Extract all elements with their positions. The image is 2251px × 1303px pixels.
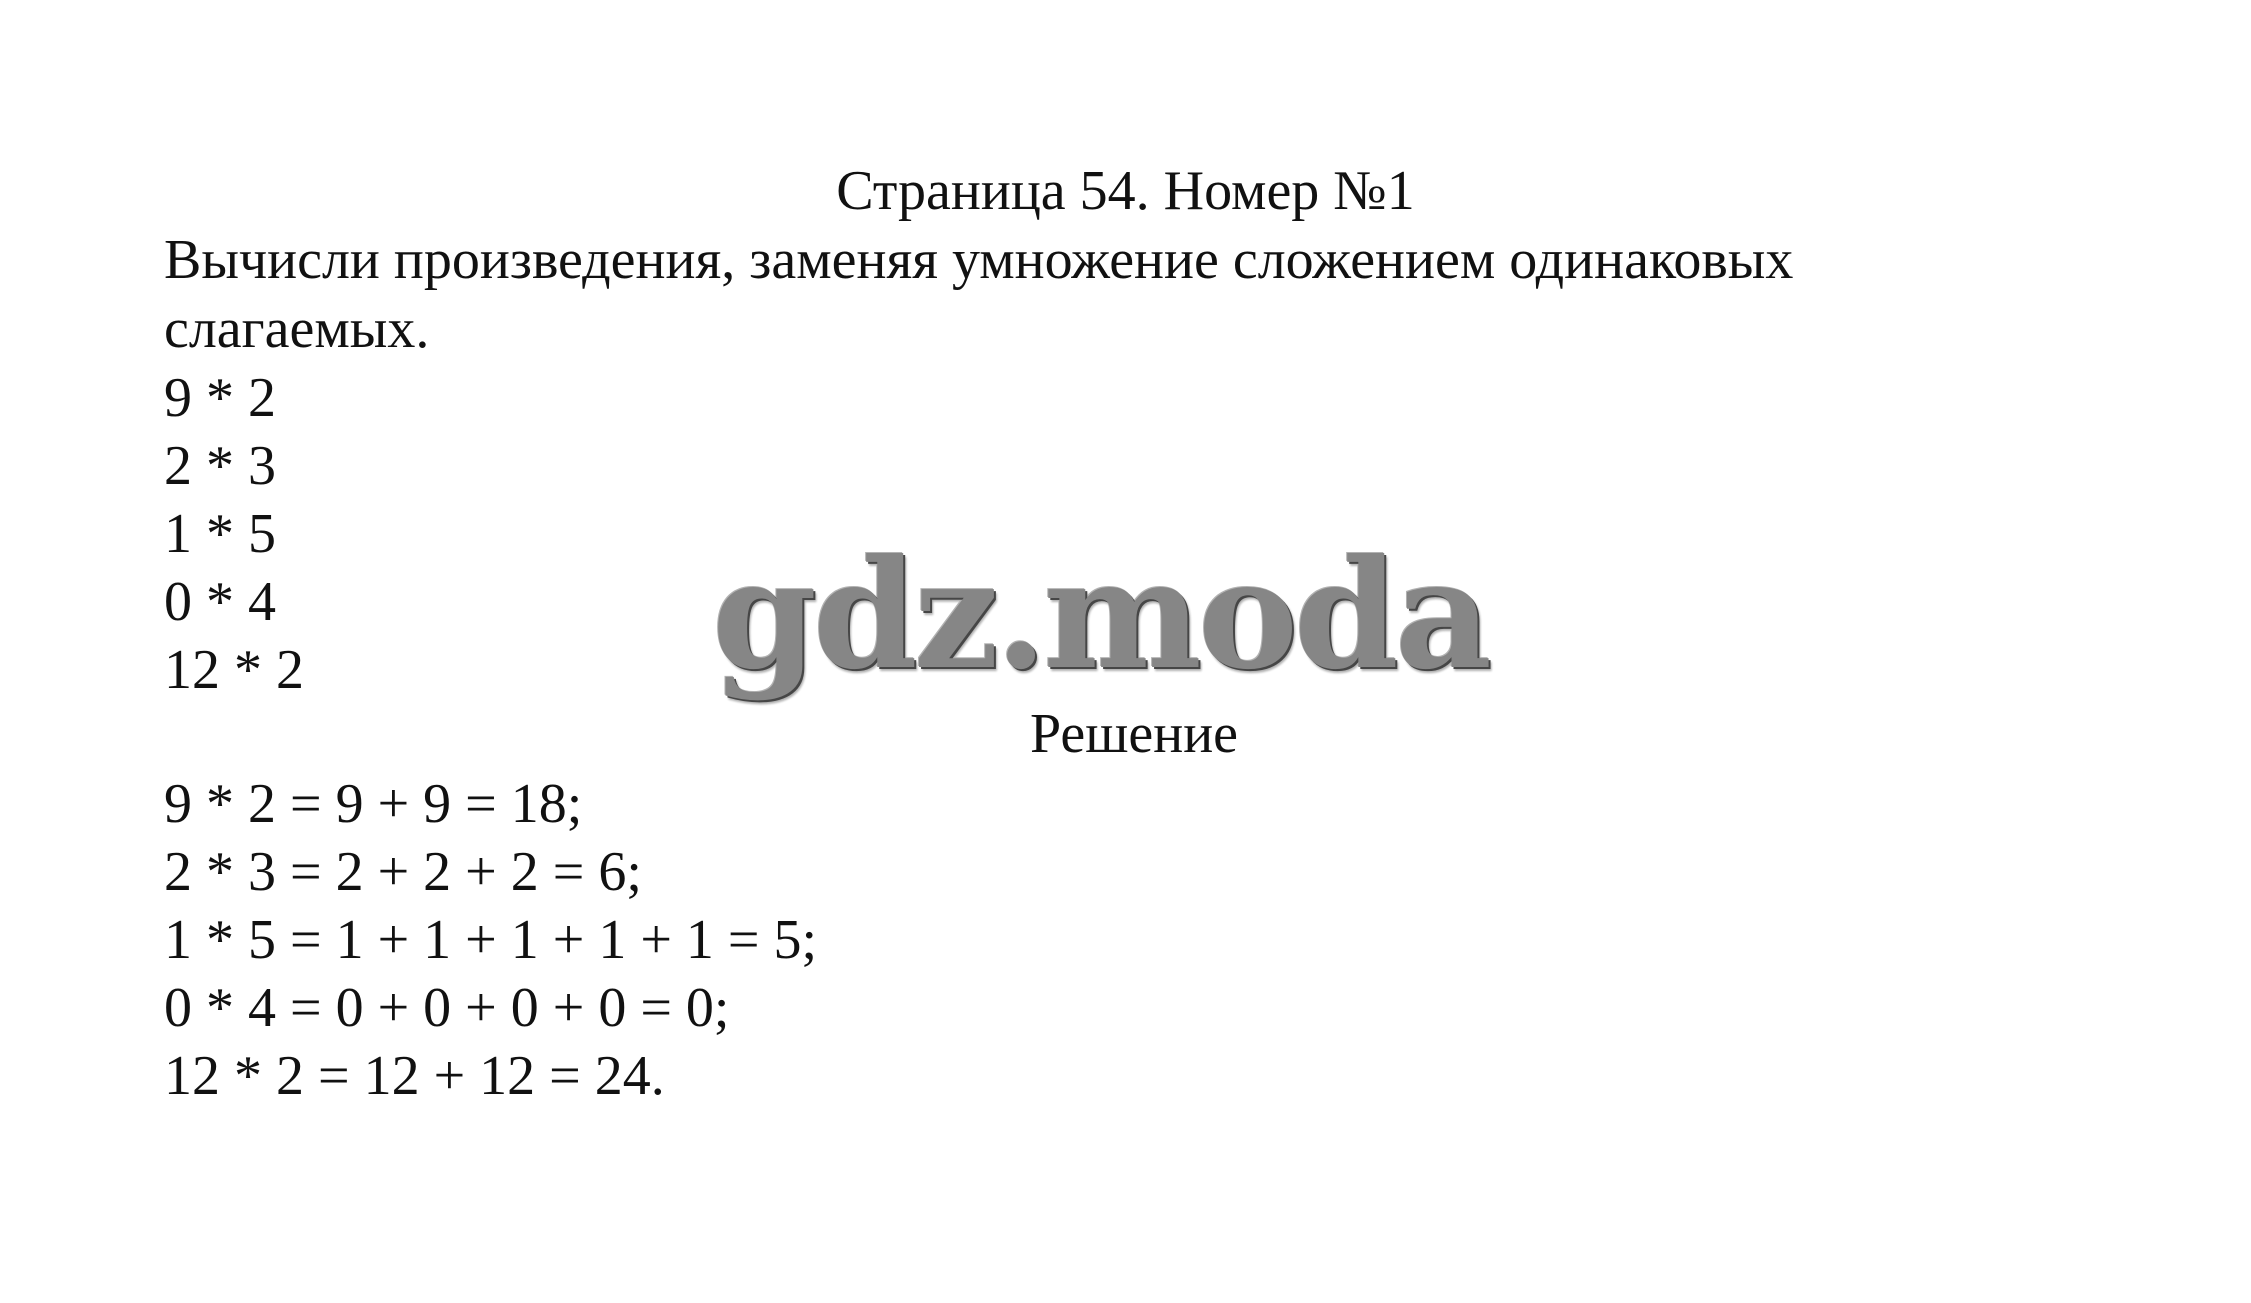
solution-line: 12 * 2 = 12 + 12 = 24.: [164, 1045, 665, 1107]
task-expression: 0 * 4: [164, 571, 276, 633]
instruction-text-line-2: слагаемых.: [164, 298, 430, 360]
solution-line: 9 * 2 = 9 + 9 = 18;: [164, 773, 583, 835]
task-expression: 9 * 2: [164, 367, 276, 429]
solution-heading: Решение: [1030, 703, 1239, 765]
page-title: Страница 54. Номер №1: [836, 160, 1415, 222]
watermark-logo: gdz.moda: [712, 527, 1489, 703]
solution-line: 2 * 3 = 2 + 2 + 2 = 6;: [164, 841, 642, 903]
solution-line: 0 * 4 = 0 + 0 + 0 + 0 = 0;: [164, 977, 730, 1039]
task-expression: 12 * 2: [164, 639, 304, 701]
task-expression: 1 * 5: [164, 503, 276, 565]
task-expression: 2 * 3: [164, 435, 276, 497]
solution-line: 1 * 5 = 1 + 1 + 1 + 1 + 1 = 5;: [164, 909, 818, 971]
instruction-text-line-1: Вычисли произведения, заменяя умножение сложением одинаковых: [164, 229, 1794, 291]
